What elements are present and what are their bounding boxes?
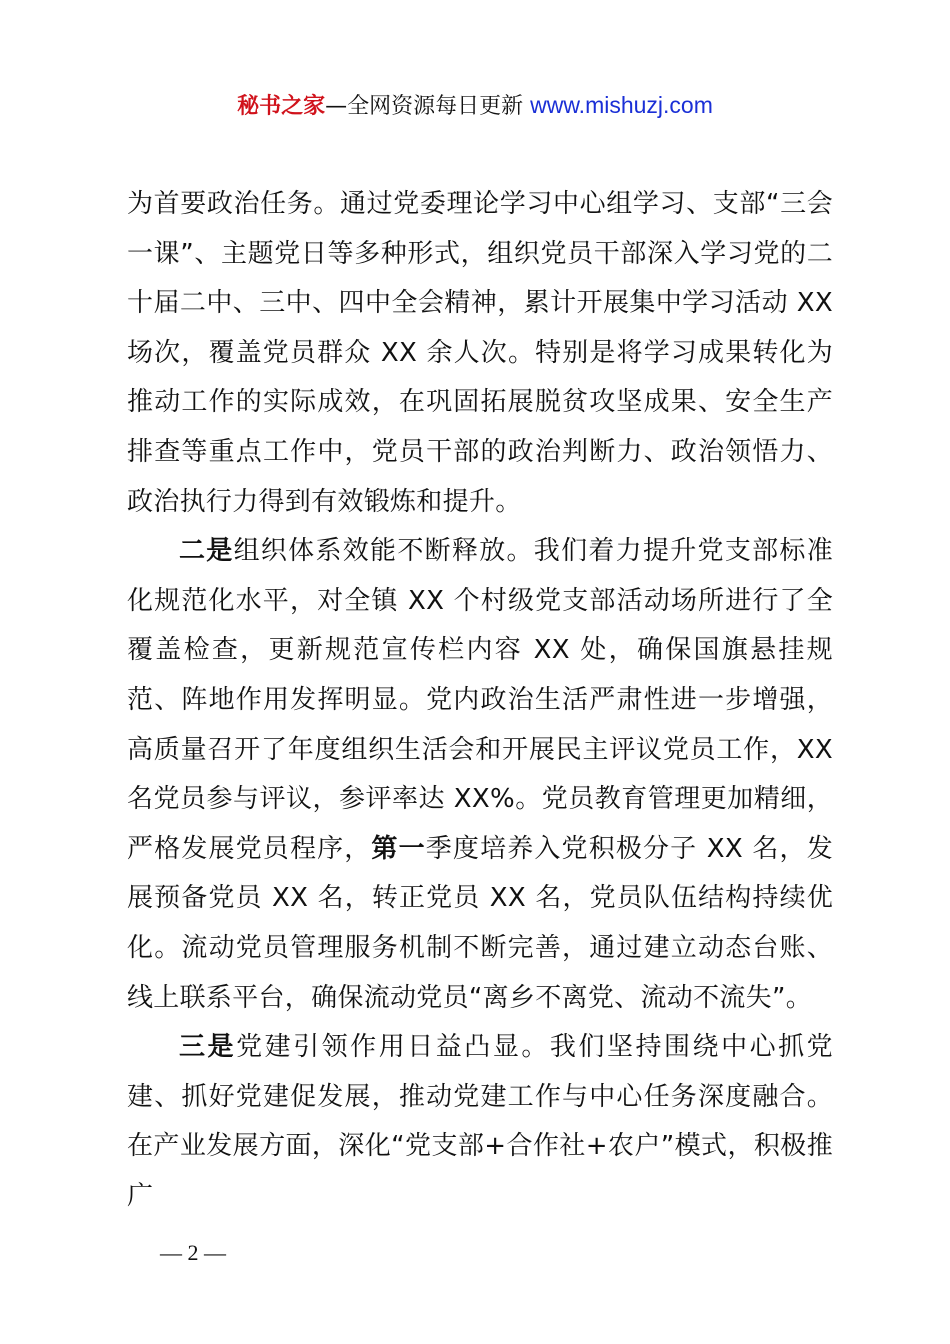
paragraph-3	[127, 1023, 833, 1221]
paragraph-1: 为首要政治任务。通过党委理论学习中心组学习、支部“三会一课”、主题党日等多种形式，组织党员干部深入学习党的二十届二中、三中、四中全会精神，累计开展集中学习活动 XX 场次，覆盖党员群众 XX 余人次。特别是将学习成果转化为推动工作的实际成效，在巩固拓展脱贫攻坚成果、安全生产排查等重点工作中，党员干部的政治判断力、政治领悟力、政治执行力得到有效锻炼和提升。	[127, 189, 833, 517]
site-url-link[interactable]: www.mishuzj.com	[530, 92, 713, 118]
header-slogan: —全网资源每日更新	[325, 94, 531, 119]
paragraph-2-text-a: 组织体系效能不断释放。我们着力提升党支部标准化规范化水平，对全镇 XX 个村级党支部活动场所进行了全覆盖检查，更新规范宣传栏内容 XX 处，确保国旗悬挂规范、阵地作用发挥明显。党内政治生活严肃性进一步增强，高质量召开了年度组织生活会和开展民主评议党员工作，XX 名党员参与评议，参评率达 XX%。党员教育管理更加精细，严格发展党员程序，	[127, 536, 833, 864]
paragraph-2-bold: 第一	[371, 833, 426, 864]
document-body	[127, 180, 833, 1221]
page-number: — 2 —	[160, 1240, 226, 1265]
paragraph-3-text: 党建引领作用日益凸显。我们坚持围绕中心抓党建、抓好党建促发展，推动党建工作与中心任务深度融合。在产业发展方面，深化“党支部+合作社+农户”模式，积极推广	[127, 1032, 833, 1211]
paragraph-3-lead: 三是	[179, 1032, 237, 1063]
brand-name: 秘书之家	[237, 94, 326, 119]
paragraph-2-text-b: 季度培养入党积极分子 XX 名，发展预备党员 XX 名，转正党员 XX 名，党员队伍结构持续优化。流动党员管理服务机制不断完善，通过建立动态台账、线上联系平台，确保流动党员“离乡不离党、流动不流失”。	[127, 833, 833, 1013]
paragraph-2-lead: 二是	[179, 536, 234, 567]
paragraph-2	[127, 527, 833, 1023]
site-header	[0, 88, 950, 124]
